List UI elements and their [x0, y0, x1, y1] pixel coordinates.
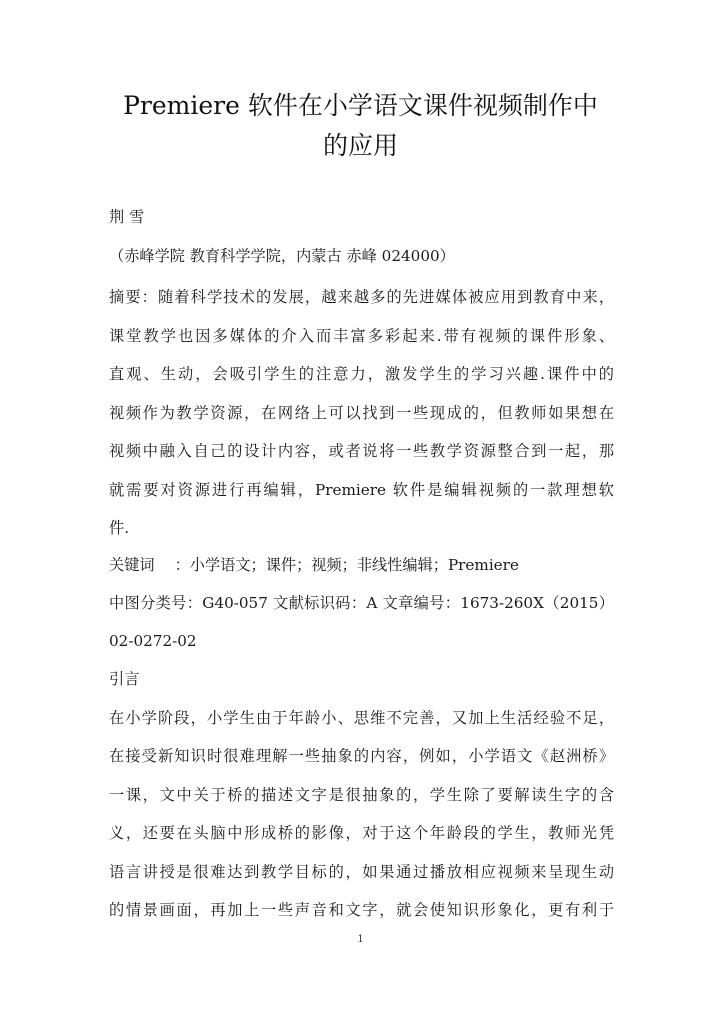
abstract-line: 课堂教学也因多媒体的介入而丰富多彩起来.带有视频的课件形象、: [109, 327, 614, 345]
abstract-line: 直观、生动，会吸引学生的注意力，激发学生的学习兴趣.课件中的: [109, 365, 614, 383]
title-line-1: Premiere 软件在小学语文课件视频制作中: [123, 91, 598, 120]
abstract-line: 视频中融入自己的设计内容，或者说将一些教学资源整合到一起，那: [109, 442, 614, 460]
body-line: 在小学阶段，小学生由于年龄小、思维不完善，又加上生活经验不足，: [109, 709, 614, 727]
document-title: [80, 86, 641, 166]
section-heading: 引言: [109, 670, 140, 688]
body-line: 一课，文中关于桥的描述文字是很抽象的，学生除了要解读生字的含: [109, 786, 614, 804]
keywords: 关键词 ：小学语文；课件；视频；非线性编辑；Premiere: [109, 556, 519, 574]
abstract-line: 视频作为教学资源，在网络上可以找到一些现成的，但教师如果想在: [109, 404, 614, 422]
page-number: 1: [357, 934, 364, 945]
body-line: 在接受新知识时很难理解一些抽象的内容，例如，小学语文《赵洲桥》: [109, 747, 614, 765]
classification-line: 中图分类号：G40-057 文献标识码：A 文章编号：1673-260X（2015）: [109, 594, 614, 612]
abstract-line: 就需要对资源进行再编辑，Premiere 软件是编辑视频的一款理想软: [109, 481, 614, 499]
body-line: 的情景画面，再加上一些声音和文字，就会使知识形象化，更有利于: [109, 901, 614, 919]
classification-line: 02-0272-02: [109, 632, 197, 650]
affiliation: （赤峰学院 教育科学学院，内蒙古 赤峰 024000）: [109, 247, 455, 265]
abstract-line: 摘要：随着科学技术的发展，越来越多的先进媒体被应用到教育中来，: [109, 288, 614, 306]
body-line: 语言讲授是很难达到教学目标的，如果通过播放相应视频来呈现生动: [109, 863, 614, 881]
abstract-line: 件.: [109, 519, 130, 537]
author: 荆 雪: [109, 208, 145, 226]
title-line-2: 的应用: [322, 131, 398, 160]
body-line: 义，还要在头脑中形成桥的影像，对于这个年龄段的学生，教师光凭: [109, 824, 614, 842]
